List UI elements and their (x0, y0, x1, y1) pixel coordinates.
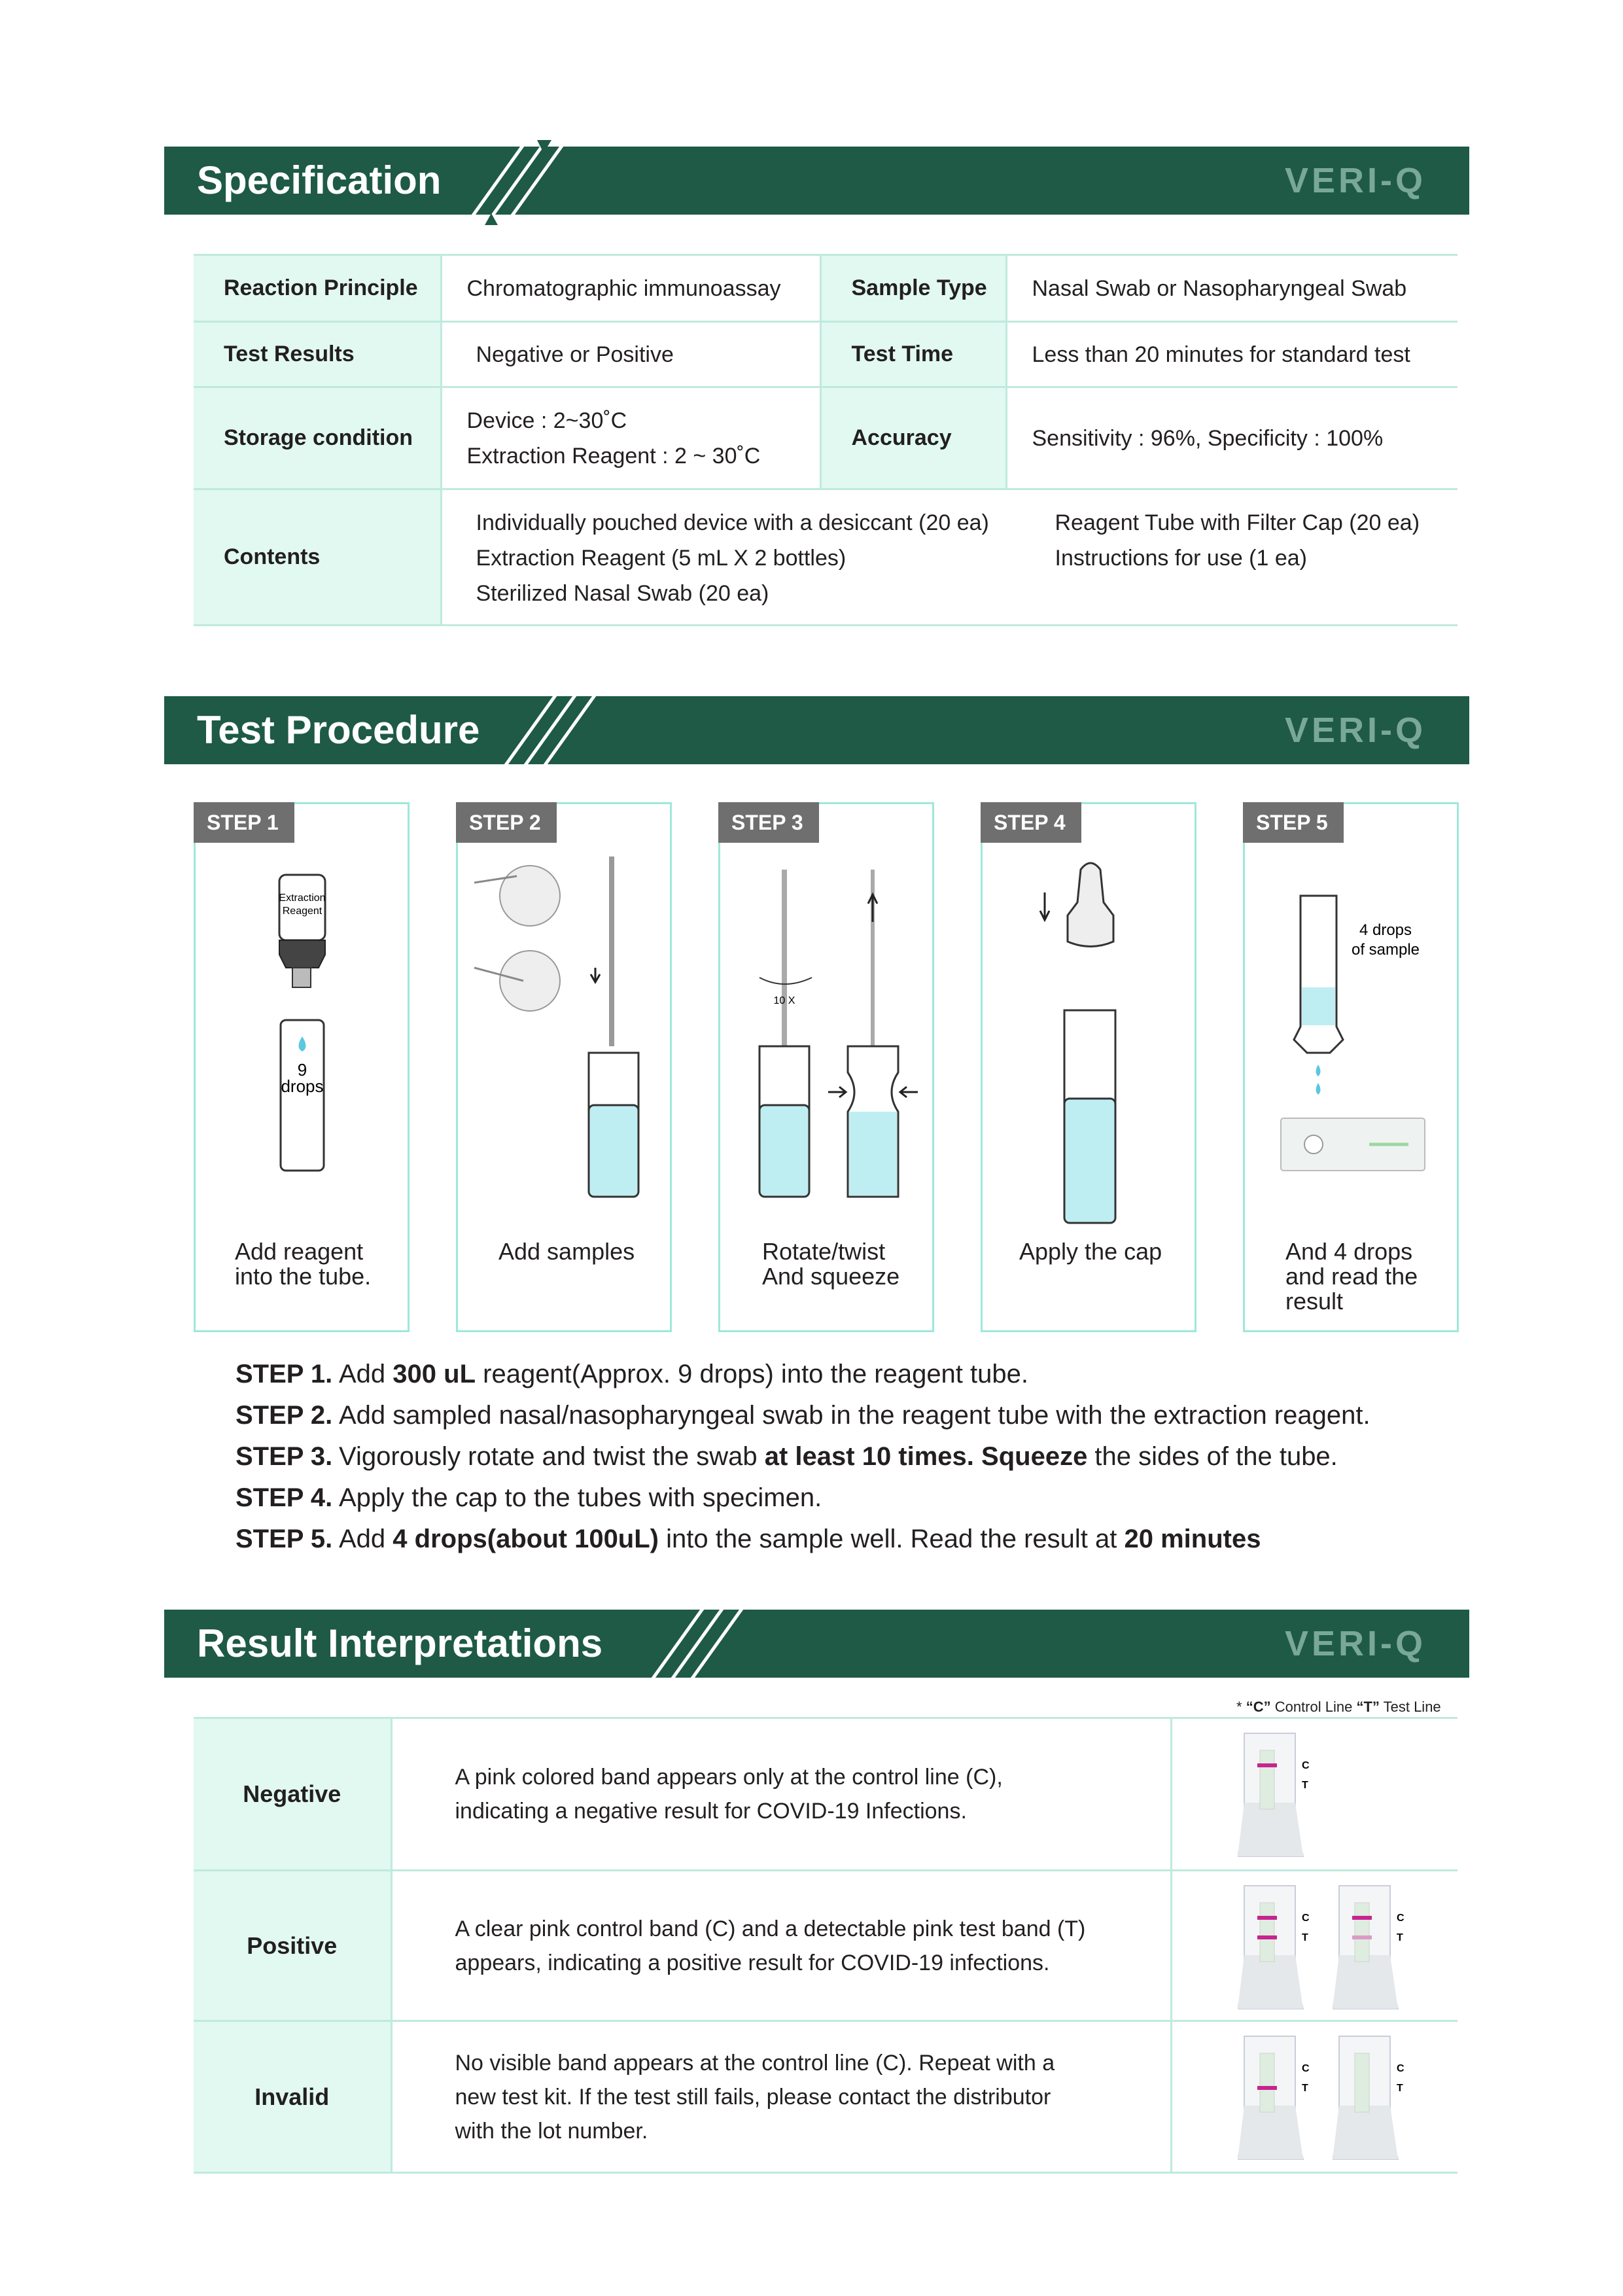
description-line: appears, indicating a positive result for COVID-19 infections. (455, 1950, 1050, 1975)
result-label: Negative (194, 1718, 391, 1871)
instruction-emphasis: 20 minutes (1124, 1525, 1261, 1553)
instruction-emphasis: 4 drops(about 100uL) (393, 1525, 659, 1553)
t-label: T (1396, 2083, 1403, 2094)
test-cassette-icon (1333, 2034, 1418, 2162)
result-band (1257, 1916, 1277, 1920)
instruction-line-4 (236, 1483, 822, 1513)
step-number: STEP 1. (236, 1360, 333, 1388)
instruction-text: Add sampled nasal/nasopharyngeal swab in the reagent tube with the extraction reagent. (339, 1401, 1370, 1430)
veri-q-logo: VERI-Q (1284, 161, 1426, 200)
description-line: A clear pink control band (C) and a detectable pink test band (T) (455, 1916, 1086, 1941)
step-tag: STEP 3 (718, 802, 819, 843)
legend-t-code: “T” (1356, 1699, 1380, 1715)
section-header-results (164, 1610, 1469, 1678)
instruction-line-1 (236, 1360, 1028, 1389)
drops-label: 9 (297, 1060, 307, 1080)
test-cassette-icon (1238, 1883, 1323, 2011)
step-card-1 (194, 802, 410, 1332)
c-label: C (1301, 2063, 1310, 2074)
test-cassette-icon (1238, 1731, 1323, 1859)
slash-decoration-icon (485, 690, 616, 775)
caption-line: result (1285, 1288, 1344, 1315)
slash-decoration-icon (632, 1603, 763, 1688)
step-card-4 (981, 802, 1196, 1332)
contents-item: Sterilized Nasal Swab (20 ea) (476, 580, 769, 606)
veri-q-logo: VERI-Q (1284, 711, 1426, 750)
result-band (1352, 1916, 1372, 1920)
rotation-label: 10 X (773, 995, 795, 1006)
result-devices (1171, 1718, 1457, 1871)
slash-decoration-icon (452, 140, 583, 225)
legend-prefix: * (1236, 1699, 1246, 1715)
instruction-text: Add (339, 1360, 393, 1388)
caption-line: Add samples (498, 1238, 635, 1265)
result-row-invalid (194, 2021, 1457, 2173)
spec-value-test-time: Less than 20 minutes for standard test (1006, 322, 1457, 387)
caption-line: into the tube. (235, 1263, 372, 1290)
step-card-2 (456, 802, 672, 1332)
result-row-negative (194, 1718, 1457, 1871)
caption-line: and read the (1285, 1263, 1418, 1290)
step-caption (235, 1239, 371, 1289)
drops-label: of sample (1351, 941, 1420, 959)
result-band (1257, 2086, 1277, 2090)
result-devices (1171, 1871, 1457, 2021)
step-tag: STEP 1 (194, 802, 294, 843)
contents-item: Individually pouched device with a desiccant (20 ea) (476, 510, 989, 535)
rotate-squeeze-illustration (720, 857, 932, 1367)
step-number: STEP 5. (236, 1525, 333, 1553)
nasal-swab-illustration (458, 857, 670, 1367)
step-caption (762, 1239, 899, 1289)
drops-label: drops (281, 1076, 324, 1096)
section-title: Result Interpretations (197, 1621, 603, 1665)
contents-item: Reagent Tube with Filter Cap (20 ea) (1055, 510, 1420, 535)
line-legend (1236, 1699, 1441, 1716)
instruction-text: into the sample well. Read the result at (659, 1525, 1125, 1553)
result-description (391, 1871, 1171, 2021)
spec-label-test-results: Test Results (194, 322, 441, 387)
description-line: indicating a negative result for COVID-19 Infections. (455, 1799, 967, 1824)
spec-value-accuracy: Sensitivity : 96%, Specificity : 100% (1006, 387, 1457, 489)
storage-reagent: Extraction Reagent : 2 ~ 30˚C (466, 443, 761, 468)
t-label: T (1301, 1932, 1308, 1943)
spec-label-accuracy: Accuracy (820, 387, 1006, 489)
test-cassette-icon (1333, 1883, 1418, 2011)
test-device (1333, 2034, 1418, 2162)
spec-value-sample-type: Nasal Swab or Nasopharyngeal Swab (1006, 255, 1457, 322)
drops-label: 4 drops (1359, 921, 1412, 939)
step-caption (1285, 1239, 1418, 1314)
caption-line: And squeeze (762, 1263, 900, 1290)
spec-label-reaction-principle: Reaction Principle (194, 255, 441, 322)
spec-label-storage: Storage condition (194, 387, 441, 489)
reagent-bottle-illustration (196, 857, 408, 1367)
instruction-text: Vigorously rotate and twist the swab (339, 1442, 765, 1471)
step-number: STEP 3. (236, 1442, 333, 1471)
legend-c-text: Control Line (1270, 1699, 1357, 1715)
spec-value-test-results (441, 322, 820, 387)
bottle-label: Extraction (279, 892, 326, 904)
contents-item: Instructions for use (1 ea) (1055, 545, 1308, 571)
result-band (1257, 1935, 1277, 1939)
instruction-emphasis: 300 uL (393, 1360, 476, 1388)
spec-label-contents: Contents (194, 489, 441, 626)
description-line: A pink colored band appears only at the control line (C), (455, 1765, 1003, 1790)
instruction-line-2 (236, 1401, 1370, 1430)
c-label: C (1396, 2063, 1405, 2074)
veri-q-logo: VERI-Q (1284, 1624, 1426, 1663)
step-number: STEP 4. (236, 1483, 333, 1512)
instruction-text: Add (339, 1525, 393, 1553)
spec-value-storage (441, 387, 820, 489)
test-cassette-icon (1238, 2034, 1323, 2162)
section-header-procedure (164, 696, 1469, 764)
test-device (1238, 1731, 1323, 1859)
description-line: new test kit. If the test still fails, please contact the distributor (455, 2084, 1051, 2110)
result-row-positive (194, 1871, 1457, 2021)
apply-cap-illustration (983, 857, 1195, 1367)
section-title: Test Procedure (197, 708, 480, 752)
result-band (1352, 1935, 1372, 1939)
instruction-text: the sides of the tube. (1087, 1442, 1338, 1471)
caption-line: And 4 drops (1285, 1238, 1413, 1265)
instruction-line-3 (236, 1442, 1338, 1472)
spec-value-test-results-text: Negative or Positive (476, 342, 674, 367)
step-tag: STEP 5 (1243, 802, 1344, 843)
c-label: C (1396, 1913, 1405, 1924)
spec-label-sample-type: Sample Type (820, 255, 1006, 322)
t-label: T (1301, 2083, 1308, 2094)
bottle-label: Reagent (282, 906, 323, 917)
c-label: C (1301, 1913, 1310, 1924)
description-line: No visible band appears at the control line (C). Repeat with a (455, 2050, 1055, 2075)
result-description (391, 2021, 1171, 2173)
step-tag: STEP 2 (456, 802, 557, 843)
spec-label-test-time: Test Time (820, 322, 1006, 387)
step-tag: STEP 4 (981, 802, 1081, 843)
instruction-text: Apply the cap to the tubes with specimen. (339, 1483, 822, 1512)
section-header-specification (164, 147, 1469, 215)
step-card-3 (718, 802, 934, 1332)
t-label: T (1396, 1932, 1403, 1943)
spec-value-contents (441, 489, 1457, 626)
result-description (391, 1718, 1171, 1871)
test-device (1238, 2034, 1323, 2162)
step-caption (1019, 1239, 1162, 1264)
instruction-text: reagent(Approx. 9 drops) into the reagent tube. (476, 1360, 1028, 1388)
step-number: STEP 2. (236, 1401, 333, 1430)
step-caption (498, 1239, 635, 1264)
step-card-5 (1243, 802, 1459, 1332)
test-device (1333, 1883, 1418, 2011)
instruction-emphasis: at least 10 times. Squeeze (764, 1442, 1088, 1471)
result-devices (1171, 2021, 1457, 2173)
section-title: Specification (197, 158, 442, 202)
contents-item: Extraction Reagent (5 mL X 2 bottles) (476, 545, 846, 571)
c-label: C (1301, 1760, 1310, 1771)
result-label: Positive (194, 1871, 391, 2021)
caption-line: Apply the cap (1019, 1238, 1162, 1265)
caption-line: Rotate/twist (762, 1238, 886, 1265)
legend-c-code: “C” (1246, 1699, 1271, 1715)
test-device (1238, 1883, 1323, 2011)
caption-line: Add reagent (235, 1238, 364, 1265)
result-band (1257, 1763, 1277, 1767)
instruction-line-5 (236, 1525, 1261, 1554)
t-label: T (1301, 1780, 1308, 1791)
spec-value-reaction-principle: Chromatographic immunoassay (441, 255, 820, 322)
storage-device: Device : 2~30˚C (466, 408, 627, 433)
description-line: with the lot number. (455, 2118, 648, 2144)
legend-t-text: Test Line (1379, 1699, 1441, 1715)
specification-table (194, 254, 1457, 626)
result-label: Invalid (194, 2021, 391, 2173)
result-table (194, 1717, 1457, 2174)
